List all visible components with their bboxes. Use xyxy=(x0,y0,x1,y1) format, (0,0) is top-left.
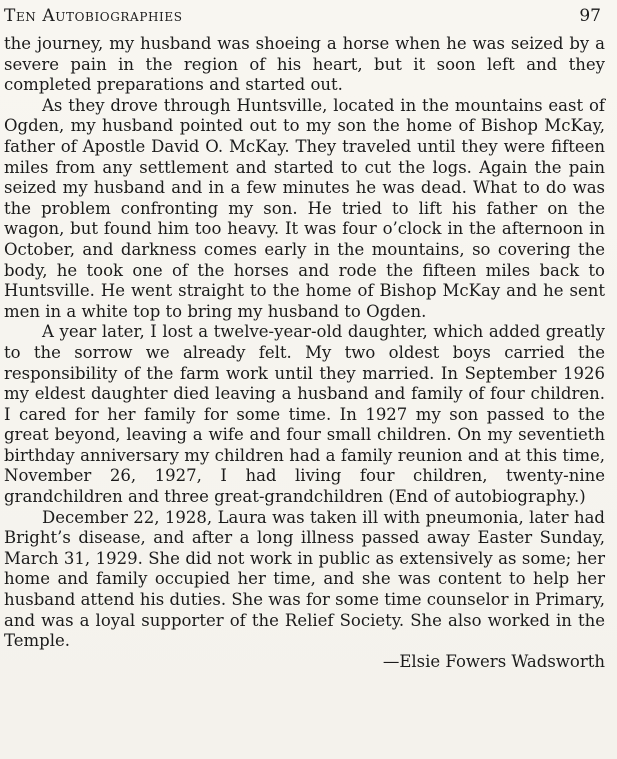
page-number: 97 xyxy=(579,6,601,26)
paragraph-4: December 22, 1928, Laura was taken ill with pneumonia, later had Bright’s disease, and after a long illness passed away Easter Sunday, March 31, 1929. She did not work in public as extensively as some; her home and family occupied her time, and she was content to help her husband attend his duties. She was for some time counselor in Primary, and was a loyal supporter of the Relief Society. She also worked in the Temple. xyxy=(4,507,605,651)
paragraph-1: the journey, my husband was shoeing a horse when he was seized by a severe pain in the region of his heart, but it soon left and they completed preparations and started out. xyxy=(4,34,605,95)
page-header xyxy=(4,6,601,32)
running-title: Ten Autobiographies xyxy=(4,6,183,26)
page-body xyxy=(4,34,605,672)
paragraph-2: As they drove through Huntsville, located in the mountains east of Ogden, my husband pointed out to my son the home of Bishop McKay, father of Apostle David O. McKay. They traveled until they were fifteen miles from any settlement and started to cut the logs. Again the pain seized my husband and in a few minutes he was dead. What to do was the problem confronting my son. He tried to lift his father on the wagon, but found him too heavy. It was four o’clock in the afternoon in October, and darkness comes early in the mountains, so covering the body, he took one of the horses and rode the fifteen miles back to Huntsville. He went straight to the home of Bishop McKay and he sent men in a white top to bring my husband to Ogden. xyxy=(4,95,605,321)
author-signature: —Elsie Fowers Wadsworth xyxy=(382,651,605,671)
paragraph-3: A year later, I lost a twelve-year-old daughter, which added greatly to the sorrow we already felt. My two oldest boys carried the responsibility of the farm work until they married. In September 1926 my eldest daughter died leaving a husband and family of four children. I cared for her family for some time. In 1927 my son passed to the great beyond, leaving a wife and four small children. On my seventieth birthday anniversary my children had a family reunion and at this time, November 26, 1927, I had living four children, twenty-nine grandchildren and three great-grandchildren (End of autobiography.) xyxy=(4,322,605,507)
